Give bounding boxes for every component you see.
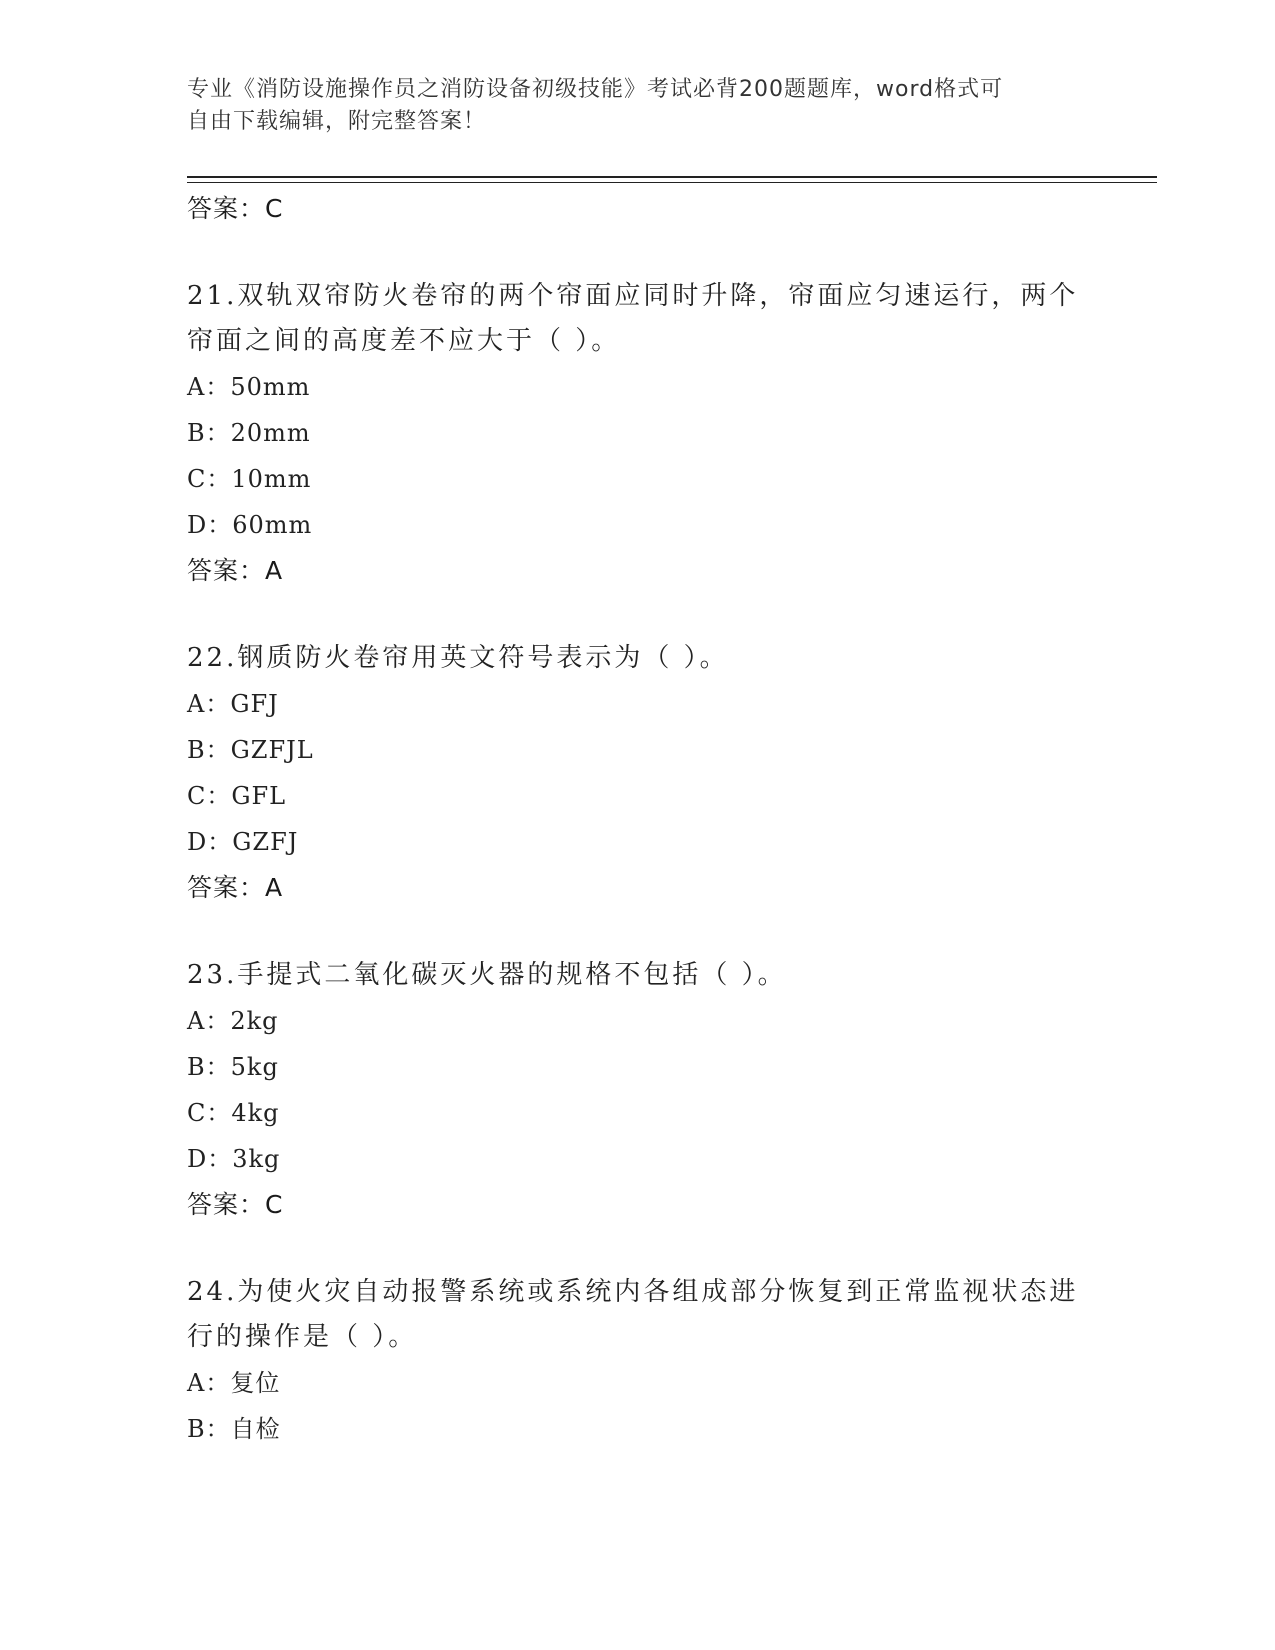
question-line: 行的操作是（ ）。 xyxy=(187,1322,418,1352)
option-b: B：20mm xyxy=(187,419,311,447)
option-c: C：GFL xyxy=(187,782,287,810)
question-line: 24.为使火灾自动报警系统或系统内各组成部分恢复到正常监视状态进 xyxy=(187,1277,1079,1307)
option-a: A：2kg xyxy=(187,1007,279,1035)
option-d: D：GZFJ xyxy=(187,828,299,856)
option-c: C：10mm xyxy=(187,465,312,493)
question-text-21 xyxy=(187,274,1087,364)
question-line: 22.钢质防火卷帘用英文符号表示为（ ）。 xyxy=(187,643,729,673)
answer-q20: 答案：C xyxy=(187,194,284,223)
option-a: A：50mm xyxy=(187,373,311,401)
question-block-21 xyxy=(187,274,1087,594)
question-text-24 xyxy=(187,1270,1087,1360)
spacer xyxy=(187,911,1087,953)
question-line: 23.手提式二氧化碳灭火器的规格不包括（ ）。 xyxy=(187,960,787,990)
answer-q22: 答案：A xyxy=(187,873,284,902)
option-c: C：4kg xyxy=(187,1099,280,1127)
document-body xyxy=(187,186,1087,1452)
option-a: A：复位 xyxy=(187,1369,281,1397)
answer-q21: 答案：A xyxy=(187,556,284,585)
page-header xyxy=(187,74,1067,138)
question-line: 帘面之间的高度差不应大于（ ）。 xyxy=(187,326,621,356)
question-block-24 xyxy=(187,1270,1087,1452)
question-text-23 xyxy=(187,953,1087,998)
question-block-22 xyxy=(187,636,1087,911)
spacer xyxy=(187,232,1087,274)
header-rule-thin xyxy=(187,182,1157,183)
option-d: D：60mm xyxy=(187,511,313,539)
question-block-23 xyxy=(187,953,1087,1228)
question-line: 21.双轨双帘防火卷帘的两个帘面应同时升降，帘面应匀速运行，两个 xyxy=(187,281,1079,311)
option-a: A：GFJ xyxy=(187,690,279,718)
option-b: B：5kg xyxy=(187,1053,279,1081)
option-b: B：自检 xyxy=(187,1415,281,1443)
question-text-22 xyxy=(187,636,1087,681)
option-d: D：3kg xyxy=(187,1145,281,1173)
header-line-1: 专业《消防设施操作员之消防设备初级技能》考试必背200题题库，word格式可 xyxy=(187,77,1004,102)
header-line-2: 自由下载编辑，附完整答案！ xyxy=(187,109,487,134)
answer-q23: 答案：C xyxy=(187,1190,284,1219)
spacer xyxy=(187,1228,1087,1270)
header-rule-thick xyxy=(187,176,1157,178)
option-b: B：GZFJL xyxy=(187,736,314,764)
spacer xyxy=(187,594,1087,636)
